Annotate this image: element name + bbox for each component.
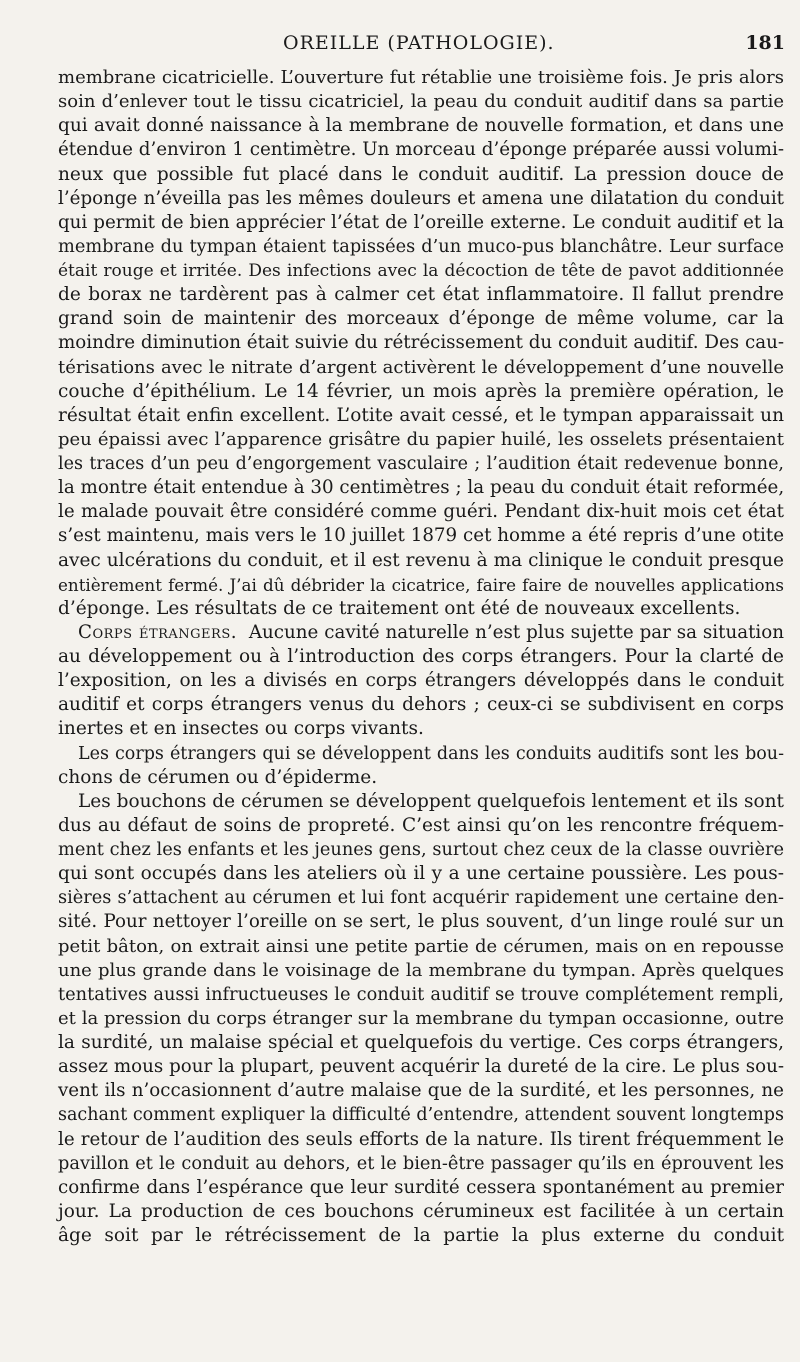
- text-line: membrane du tympan étaient tapissées d’un muco-pus blanchâtre. Leur surface: [58, 236, 784, 257]
- text-line: neux que possible fut placé dans le conduit auditif. La pression douce de: [58, 163, 784, 185]
- text-line: petit bâton, on extrait ainsi une petite partie de cérumen, mais on en repousse: [58, 935, 784, 957]
- text-line: confirme dans l’espérance que leur surdité cessera spontanément au premier: [58, 1176, 784, 1198]
- text-line: inertes et en insectes ou corps vivants.: [58, 718, 424, 740]
- text-line: qui sont occupés dans les ateliers où il y a une certaine poussière. Les pous-: [58, 863, 784, 885]
- paragraph-developpes: [58, 742, 784, 790]
- text-line: peu épaissi avec l’apparence grisâtre du papier huilé, les osselets présentaient: [58, 428, 784, 450]
- text-line: résultat était enfin excellent. L’otite avait cessé, et le tympan apparaissait un: [58, 404, 784, 426]
- text-line: au développement ou à l’introduction des corps étrangers. Pour la clarté de: [58, 646, 784, 667]
- paragraph-case-continuation: [58, 66, 784, 621]
- text-line: Les bouchons de cérumen se développent quelquefois lentement et ils sont: [78, 790, 784, 812]
- body-text: [58, 66, 784, 1248]
- text-line: le malade pouvait être considéré comme guéri. Pendant dix-huit mois cet état: [58, 501, 784, 523]
- text-line: entièrement fermé. J’ai dû débrider la cicatrice, faire faire de nouvelles applications: [58, 574, 784, 595]
- text-line: la surdité, un malaise spécial et quelquefois du vertige. Ces corps étrangers,: [58, 1032, 784, 1053]
- text-line: jour. La production de ces bouchons cérumineux est facilitée à un certain: [58, 1200, 784, 1222]
- text-line: et la pression du corps étranger sur la membrane du tympan occasionne, outre: [58, 1007, 784, 1029]
- text-line: auditif et corps étrangers venus du dehors ; ceux-ci se subdivisent en corps: [58, 694, 784, 716]
- text-line: [58, 621, 784, 645]
- text-line: sachant comment expliquer la difficulté d’entendre, attendent souvent longtemps: [58, 1105, 784, 1126]
- running-title: OREILLE (PATHOLOGIE).: [283, 32, 555, 54]
- text-line: qui permit de bien apprécier l’état de l’oreille externe. Le conduit auditif et la: [58, 211, 784, 233]
- text-line: moindre diminution était suivie du rétrécissement du conduit auditif. Des cau-: [58, 332, 784, 354]
- text-line: térisations avec le nitrate d’argent activèrent le développement d’une nouvelle: [58, 356, 784, 378]
- text-line: avec ulcérations du conduit, et il est revenu à ma clinique le conduit presque: [58, 549, 784, 571]
- text-line: d’éponge. Les résultats de ce traitement ont été de nouveaux excellents.: [58, 597, 741, 619]
- running-head: [60, 32, 785, 62]
- text-line: chons de cérumen ou d’épiderme.: [58, 766, 378, 788]
- text-line: sières s’attachent au cérumen et lui font acquérir rapidement une certaine den-: [58, 888, 784, 909]
- text-line: couche d’épithélium. Le 14 février, un mois après la première opération, le: [58, 380, 784, 402]
- text-line: assez mous pour la plupart, peuvent acquérir la dureté de la cire. Le plus sou-: [58, 1056, 784, 1078]
- section-heading: Corps étrangers.: [78, 621, 238, 643]
- text-line: les traces d’un peu d’engorgement vasculaire ; l’audition était redevenue bonne,: [58, 454, 784, 474]
- text-line: étendue d’environ 1 centimètre. Un morceau d’éponge préparée aussi volumi-: [58, 139, 784, 161]
- text-line: vent ils n’occasionnent d’autre malaise que de la surdité, et les personnes, ne: [58, 1080, 784, 1102]
- paragraph-corps-etrangers: [58, 621, 784, 742]
- text-line: s’est maintenu, mais vers le 10 juillet 1879 cet homme a été repris d’une otite: [58, 525, 784, 547]
- text-line: le retour de l’audition des seuls efforts de la nature. Ils tirent fréquemment le: [58, 1128, 784, 1150]
- page-number: 181: [745, 32, 785, 54]
- text-line: sité. Pour nettoyer l’oreille on se sert, le plus souvent, d’un linge roulé sur un: [58, 911, 784, 933]
- text-line: âge soit par le rétrécissement de la partie la plus externe du conduit: [58, 1225, 784, 1246]
- text-line: l’exposition, on les a divisés en corps étrangers développés dans le conduit: [58, 670, 784, 692]
- text-line: était rouge et irritée. Des infections avec la décoction de tête de pavot additionnée: [58, 261, 784, 281]
- text-line: ment chez les enfants et les jeunes gens, surtout chez ceux de la classe ouvrière: [58, 840, 784, 860]
- text-line-content: Aucune cavité naturelle n’est plus sujette par sa situation: [248, 621, 784, 643]
- text-line: de borax ne tardèrent pas à calmer cet état inflammatoire. Il fallut prendre: [58, 284, 784, 306]
- text-line: dus au défaut de soins de propreté. C’est ainsi qu’on les rencontre fréquem-: [58, 814, 784, 836]
- text-line: grand soin de maintenir des morceaux d’éponge de même volume, car la: [58, 308, 784, 330]
- text-line: une plus grande dans le voisinage de la membrane du tympan. Après quelques: [58, 959, 784, 981]
- paragraph-bouchons-cerumen: [58, 790, 784, 1248]
- text-line: Les corps étrangers qui se développent dans les conduits auditifs sont les bou-: [78, 743, 784, 764]
- text-line: la montre était entendue à 30 centimètres ; la peau du conduit était reformée,: [58, 477, 785, 499]
- text-line: qui avait donné naissance à la membrane de nouvelle formation, et dans une: [58, 115, 784, 137]
- text-line: soin d’enlever tout le tissu cicatriciel, la peau du conduit auditif dans sa partie: [58, 91, 784, 113]
- text-line: membrane cicatricielle. L’ouverture fut rétablie une troisième fois. Je pris alors: [58, 67, 784, 88]
- text-line: l’éponge n’éveilla pas les mêmes douleurs et amena une dilatation du conduit: [58, 187, 784, 209]
- text-line: pavillon et le conduit au dehors, et le bien-être passager qu’ils en éprouvent les: [58, 1153, 784, 1174]
- text-line: tentatives aussi infructueuses le conduit auditif se trouve complétement rempli,: [58, 984, 784, 1005]
